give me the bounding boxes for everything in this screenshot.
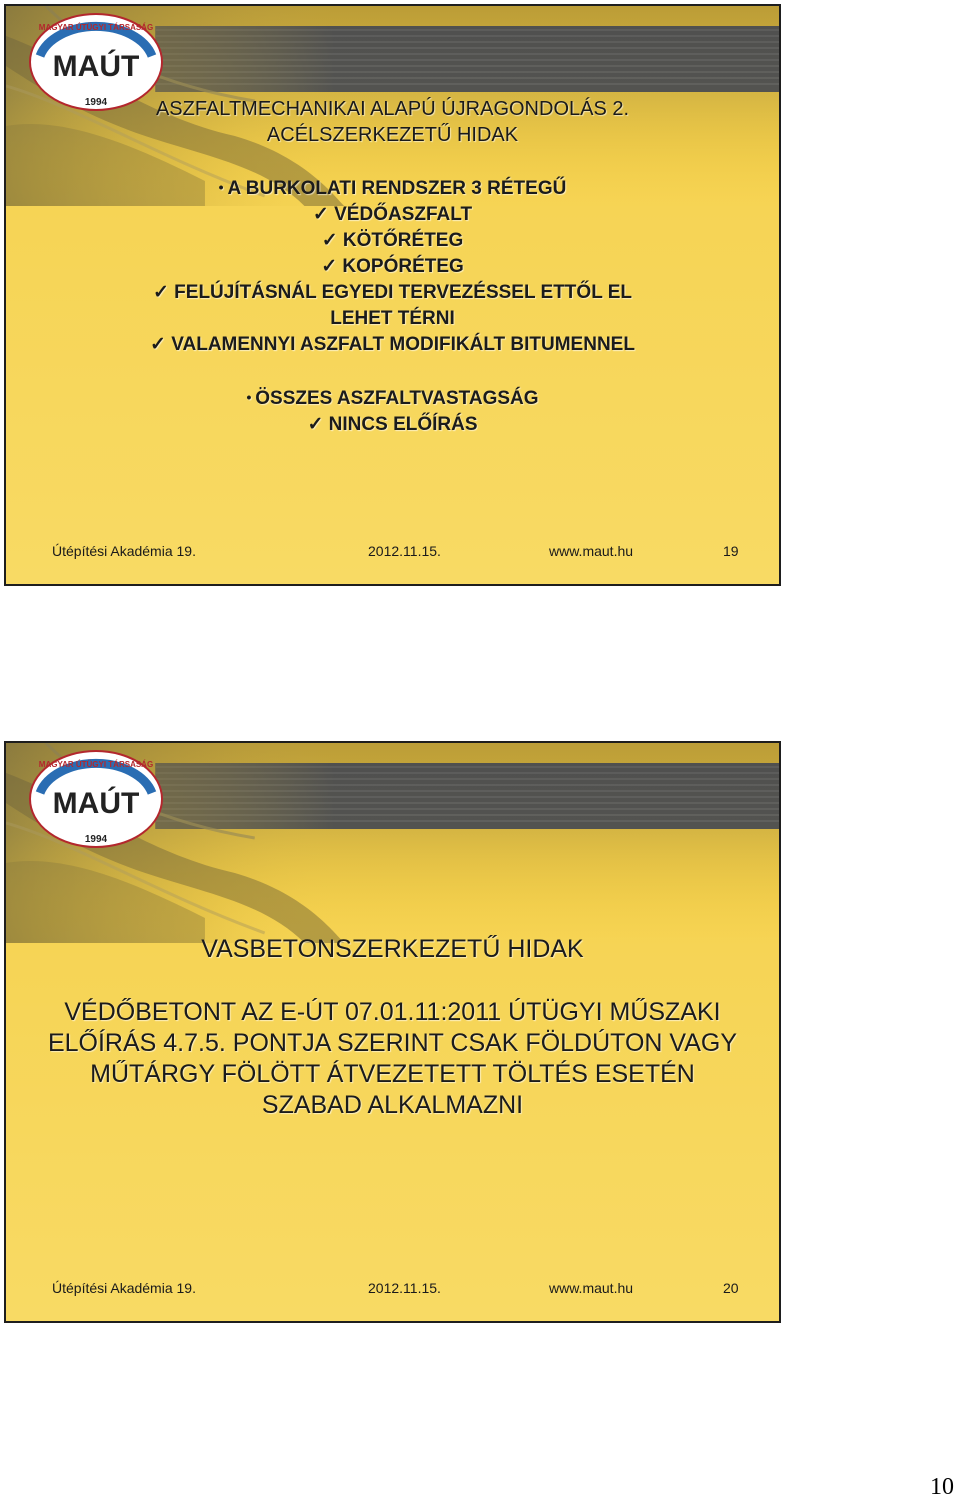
slide-19 [4, 4, 781, 586]
check-item: ✓ NINCS ELŐÍRÁS [6, 412, 779, 438]
slide-footer [6, 1280, 779, 1300]
body-line: SZABAD ALKALMAZNI [261, 1091, 524, 1119]
slide-footer [6, 543, 779, 563]
check-item-continuation: LEHET TÉRNI [330, 308, 455, 329]
slide-title-line-2: ACÉLSZERKEZETŰ HIDAK [266, 124, 519, 146]
spacer [6, 358, 779, 384]
slide-title-line-1: ASZFALTMECHANIKAI ALAPÚ ÚJRAGONDOLÁS 2. [155, 98, 630, 120]
body-line: MŰTÁRGY FÖLÖTT ÁTVEZETETT TÖLTÉS ESETÉN [90, 1060, 695, 1088]
check-item: ✓ KOPÓRÉTEG [6, 254, 779, 280]
logo-ring-text: MAGYAR ÚTÜGYI TÁRSASÁG [38, 760, 154, 769]
maut-logo [26, 749, 166, 849]
footer-url: www.maut.hu [549, 543, 634, 559]
body-line: VÉDŐBETONT AZ E-ÚT 07.01.11:2011 ÚTÜGYI MŰSZAKI [64, 998, 721, 1026]
bullet-item: • A BURKOLATI RENDSZER 3 RÉTEGŰ [6, 174, 779, 202]
footer-url: www.maut.hu [549, 1280, 634, 1296]
footer-date: 2012.11.15. [368, 1280, 441, 1296]
footer-event: Útépítési Akadémia 19. [52, 1280, 196, 1296]
footer-date: 2012.11.15. [368, 543, 441, 559]
body-line: ELŐÍRÁS 4.7.5. PONTJA SZERINT CSAK FÖLDÚTON VAGY [47, 1029, 738, 1057]
logo-name: MAÚT [52, 787, 140, 820]
footer-slide-number: 20 [723, 1280, 739, 1296]
page-number: 10 [930, 1474, 954, 1500]
bullet-item: • ÖSSZES ASZFALTVASTAGSÁG [6, 384, 779, 412]
slide-body [6, 174, 779, 438]
check-item: ✓ KÖTŐRÉTEG [6, 228, 779, 254]
slide-20 [4, 741, 781, 1323]
slide-body [6, 997, 779, 1121]
logo-year: 1994 [84, 97, 108, 108]
footer-slide-number: 19 [723, 543, 739, 559]
slide-title [6, 96, 779, 148]
footer-event: Útépítési Akadémia 19. [52, 543, 196, 559]
logo-year: 1994 [84, 834, 108, 845]
check-item: ✓ FELÚJÍTÁSNÁL EGYEDI TERVEZÉSSEL ETTŐL EL [6, 280, 779, 306]
logo-ring-text: MAGYAR ÚTÜGYI TÁRSASÁG [38, 23, 154, 32]
check-item: ✓ VALAMENNYI ASZFALT MODIFIKÁLT BITUMENNEL [6, 332, 779, 358]
slide-title: VASBETONSZERKEZETŰ HIDAK [201, 935, 584, 963]
check-item: ✓ VÉDŐASZFALT [6, 202, 779, 228]
logo-name: MAÚT [52, 50, 140, 83]
